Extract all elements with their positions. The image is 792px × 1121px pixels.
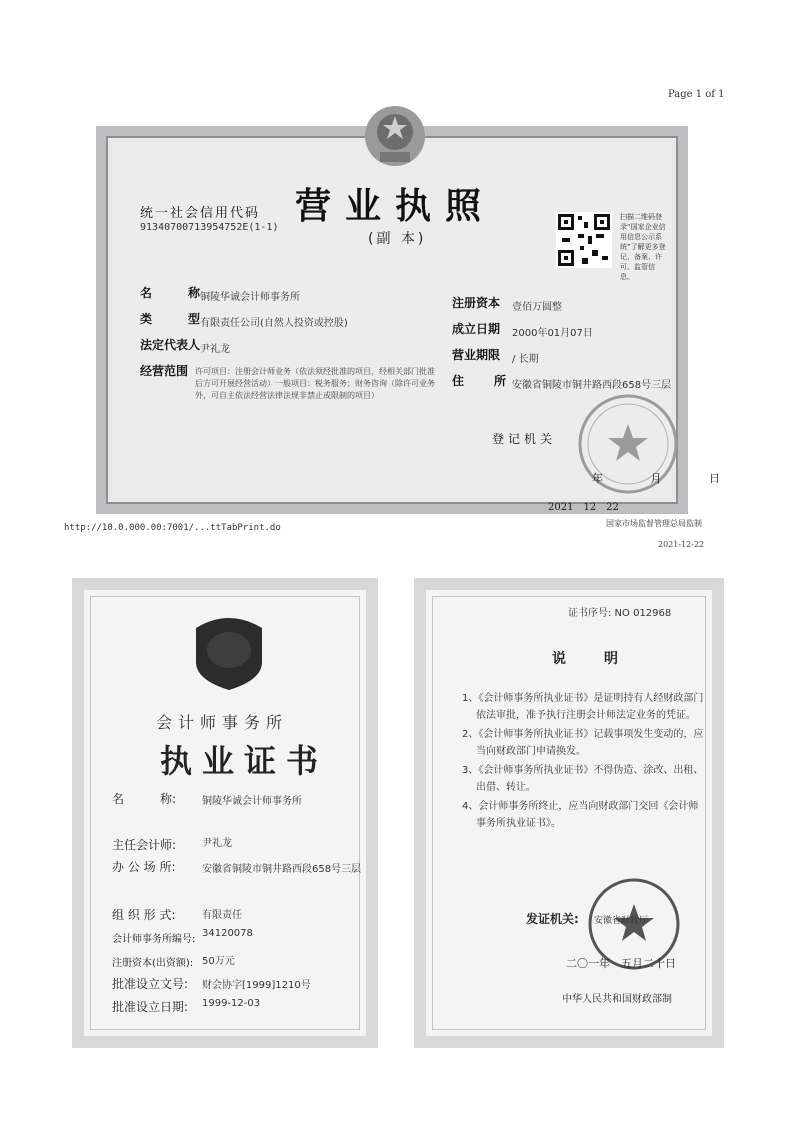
cert-approval-date-value: 1999-12-03: [202, 998, 261, 1009]
name-value: 铜陵华诚会计师事务所: [200, 292, 300, 303]
term-value: / 长期: [512, 354, 539, 365]
print-url: http://10.0.000.00:7001/...ttTabPrint.do: [64, 523, 281, 533]
cert-capital-label: 注册资本(出资额):: [112, 958, 194, 969]
cert-approval-date-label: 批准设立日期:: [112, 1000, 189, 1014]
cert-org-form-label: 组 织 形 式:: [112, 908, 176, 922]
issue-date: 二〇一年 五月二十日: [566, 957, 676, 970]
cert-name-label: 名 称:: [112, 792, 177, 806]
notes-list: [462, 690, 708, 834]
rep-value: 尹礼龙: [200, 344, 230, 355]
establish-date-label: 成立日期: [452, 322, 501, 336]
registration-authority: 登记机关: [492, 432, 557, 446]
note-item: 1、《会计师事务所执业证书》是证明持有人经财政部门依法审批，准予执行注册会计师法定业务的凭证。: [462, 693, 704, 721]
page-number: Page 1 of 1: [668, 89, 725, 100]
certificate-subtitle: 会计师事务所: [156, 713, 289, 732]
qr-note: 扫描二维码登录“国家企业信用信息公示系统”了解更多登记、备案、许可、监管信息。: [620, 213, 666, 281]
national-emblem-icon: [360, 102, 430, 170]
address-value: 安徽省铜陵市铜井路西段658号三层: [512, 380, 672, 391]
note-item: 4、会计师事务所终止，应当向财政部门交回《会计师事务所执业证书》。: [462, 801, 699, 829]
license-title: 营业执照: [295, 186, 496, 227]
term-label: 营业期限: [452, 348, 501, 362]
cert-org-form-value: 有限责任: [202, 910, 242, 921]
notes-title: 说 明: [552, 651, 630, 667]
license-subtitle: (副 本): [368, 231, 427, 247]
type-value: 有限责任公司(自然人投资或控股): [200, 318, 348, 329]
qr-code-icon: [556, 212, 612, 268]
cert-director-label: 主任会计师:: [112, 838, 177, 852]
cert-approval-no-label: 批准设立文号:: [112, 977, 189, 991]
credit-code-value: 91340700713954752E(1-1): [140, 222, 279, 233]
issuer-value: 安徽省财政厅: [594, 916, 649, 926]
capital-value: 壹佰万圆整: [512, 302, 562, 313]
cert-firm-number-label: 会计师事务所编号:: [112, 934, 196, 945]
capital-label: 注册资本: [452, 296, 501, 310]
credit-code-label: 统一社会信用代码: [140, 206, 261, 221]
license-maker: 国家市场监督管理总局监制: [606, 519, 702, 528]
cert-office-value: 安徽省铜陵市铜井路西段658号三层: [202, 864, 362, 875]
cert-office-label: 办 公 场 所:: [112, 860, 176, 874]
cert-name-value: 铜陵华诚会计师事务所: [202, 796, 302, 807]
scope-label: 经营范围: [140, 364, 189, 378]
cert-firm-number-value: 34120078: [202, 928, 253, 939]
cert-approval-no-value: 财会协字[1999]1210号: [202, 980, 311, 991]
scope-value: 许可项目：注册会计师业务（依法须经批准的项目，经相关部门批准后方可开展经营活动）一般项目：税务服务；财务咨询（除许可业务外，可自主依法经营法律法规非禁止或限制的项目）: [195, 367, 435, 400]
issuer-label: 发证机关:: [526, 912, 579, 926]
print-date: 2021-12-22: [658, 540, 705, 549]
registration-date: 2021 12 22: [548, 502, 619, 513]
cert-capital-value: 50万元: [202, 956, 235, 967]
note-item: 2、《会计师事务所执业证书》记载事项发生变动的，应当向财政部门申请换发。: [462, 729, 704, 757]
establish-date-value: 2000年01月07日: [512, 328, 593, 339]
cert-director-value: 尹礼龙: [202, 838, 232, 849]
registration-date-chars: 年 月 日: [592, 472, 742, 485]
certificate-maker: 中华人民共和国财政部制: [562, 994, 672, 1005]
type-label: 类 型: [140, 312, 205, 326]
national-emblem-icon: [190, 614, 268, 692]
note-item: 3、《会计师事务所执业证书》不得伪造、涂改、出租、出借、转让。: [462, 765, 704, 793]
rep-label: 法定代表人: [140, 338, 201, 352]
name-label: 名 称: [140, 286, 205, 300]
certificate-title: 执业证书: [160, 742, 329, 780]
certificate-serial: 证书序号: NO 012968: [568, 608, 672, 619]
address-label: 住 所: [452, 374, 509, 388]
